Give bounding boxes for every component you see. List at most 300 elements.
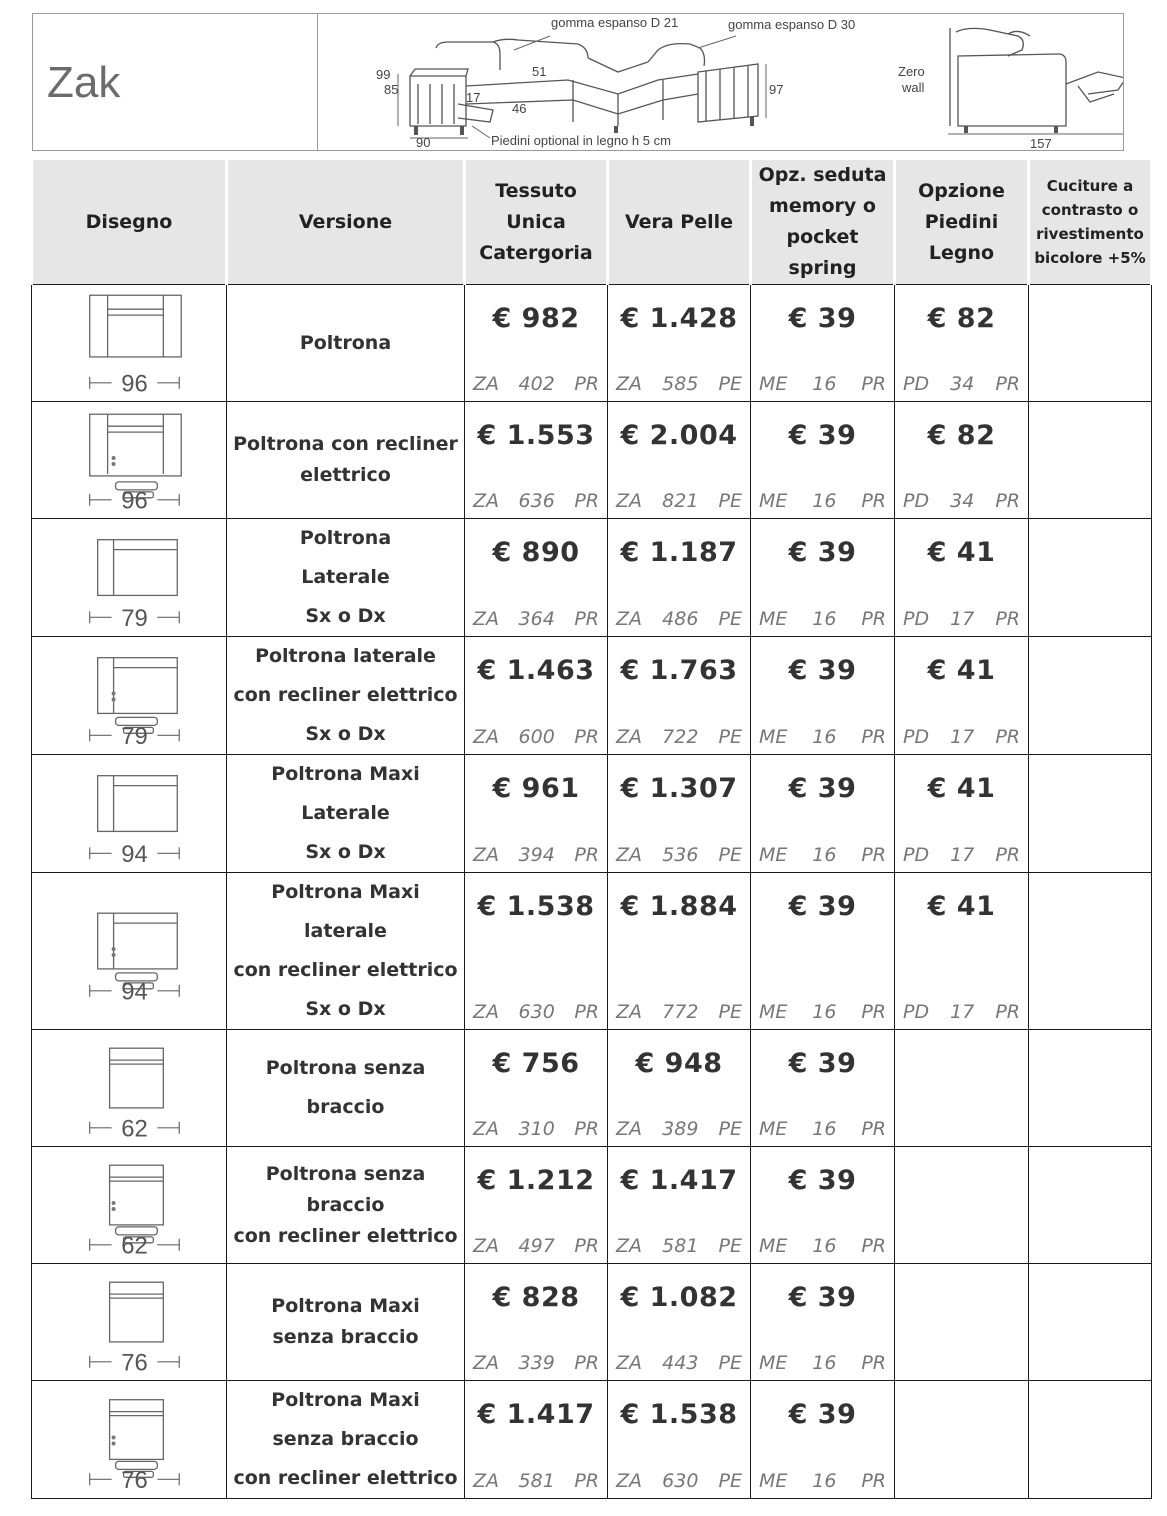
sofa-diagram <box>318 14 1123 150</box>
version-line: Sx o Dx <box>305 998 386 1020</box>
versione-cell <box>227 1030 465 1147</box>
code-part: PR <box>574 373 599 395</box>
width-dimension: 62 <box>121 1115 148 1143</box>
version-name <box>227 429 464 491</box>
code-part: ME <box>759 373 788 395</box>
cuciture-cell <box>1029 1030 1152 1147</box>
code-part: 402 <box>518 373 555 395</box>
code-part: PR <box>861 1118 886 1140</box>
versione-cell <box>227 1381 465 1499</box>
header-line: Opz. seduta <box>758 164 887 186</box>
code-part: ZA <box>616 844 643 866</box>
memory-cell <box>751 1030 895 1147</box>
article-code <box>903 490 1020 512</box>
code-part: ZA <box>473 844 500 866</box>
code-part: PR <box>574 490 599 512</box>
tessuto-cell <box>465 1381 608 1499</box>
price: € 39 <box>788 773 857 804</box>
piece-drawing-armless <box>32 1264 226 1380</box>
disegno-cell <box>32 1030 227 1147</box>
code-part: PE <box>718 1470 742 1492</box>
width-dimension: 96 <box>121 370 148 398</box>
piedini-cell <box>895 1030 1029 1147</box>
cuciture-cell <box>1029 755 1152 873</box>
tessuto-cell <box>465 755 608 873</box>
piece-outline <box>110 1165 164 1243</box>
column-disegno-header <box>32 160 227 285</box>
code-part: ZA <box>473 1470 500 1492</box>
disegno-cell <box>32 637 227 755</box>
code-part: PR <box>861 1235 886 1257</box>
code-part: ZA <box>616 373 643 395</box>
code-part: 17 <box>950 608 975 630</box>
price: € 982 <box>492 303 580 334</box>
piece-outline <box>98 913 178 989</box>
version-line: Sx o Dx <box>305 723 386 745</box>
version-line: Poltrona Maxi <box>271 763 420 785</box>
model-name: Zak <box>47 58 121 107</box>
cuciture-cell <box>1029 1381 1152 1499</box>
code-part: PR <box>574 726 599 748</box>
version-line: senza braccio <box>272 1428 419 1450</box>
article-code <box>616 1235 742 1257</box>
price: € 39 <box>788 1399 857 1430</box>
code-part: ZA <box>473 1118 500 1140</box>
code-part: PR <box>574 1352 599 1374</box>
vera-pelle-cell <box>608 402 751 519</box>
tessuto-cell <box>465 402 608 519</box>
cuciture-cell <box>1029 637 1152 755</box>
code-part: PE <box>718 490 742 512</box>
code-part: 389 <box>662 1118 699 1140</box>
article-code <box>759 1235 886 1257</box>
code-part: 16 <box>812 844 837 866</box>
code-part: ZA <box>473 1001 500 1023</box>
price: € 82 <box>927 420 996 451</box>
price: € 1.553 <box>477 420 595 451</box>
corner-sofa-drawing <box>410 39 758 126</box>
versione-cell <box>227 1264 465 1381</box>
disegno-cell <box>32 519 227 637</box>
label-97: 97 <box>769 82 784 97</box>
tessuto-cell <box>465 1264 608 1381</box>
disegno-cell <box>32 873 227 1030</box>
price: € 39 <box>788 420 857 451</box>
price: € 828 <box>492 1282 580 1313</box>
code-part: ME <box>759 1470 788 1492</box>
vera-pelle-cell <box>608 285 751 402</box>
code-part: 16 <box>812 1118 837 1140</box>
width-dimension: 94 <box>121 978 148 1006</box>
price: € 41 <box>927 891 996 922</box>
code-part: PR <box>995 844 1020 866</box>
header-line: Unica <box>506 210 566 233</box>
column-vera-pelle-header <box>608 160 751 285</box>
price: € 1.307 <box>620 773 738 804</box>
table-row <box>32 519 1152 637</box>
tessuto-cell <box>465 1030 608 1147</box>
price: € 948 <box>635 1048 723 1079</box>
cuciture-cell <box>1029 1264 1152 1381</box>
piece-outline <box>90 295 182 357</box>
table-row <box>32 402 1152 519</box>
code-part: ZA <box>473 1235 500 1257</box>
header-line: Opzione <box>918 179 1005 202</box>
code-part: ZA <box>616 1118 643 1140</box>
version-line: Poltrona laterale <box>255 645 436 667</box>
width-dimension: 76 <box>121 1349 148 1377</box>
price: € 82 <box>927 303 996 334</box>
label-zero: Zero <box>898 64 925 79</box>
article-code <box>616 373 742 395</box>
code-part: 772 <box>662 1001 699 1023</box>
price: € 41 <box>927 537 996 568</box>
price: € 39 <box>788 537 857 568</box>
memory-cell <box>751 1264 895 1381</box>
piece-outline <box>110 1048 164 1108</box>
price: € 2.004 <box>620 420 738 451</box>
label-wall: wall <box>902 80 925 95</box>
code-part: ME <box>759 490 788 512</box>
article-code <box>616 726 742 748</box>
version-line: Poltrona <box>299 527 392 549</box>
cuciture-cell <box>1029 402 1152 519</box>
code-part: 636 <box>518 490 555 512</box>
version-name <box>227 755 464 872</box>
header-line: contrasto o <box>1041 201 1139 219</box>
code-part: 630 <box>518 1001 555 1023</box>
piece-outline <box>110 1400 164 1478</box>
price: € 39 <box>788 1048 857 1079</box>
versione-cell <box>227 285 465 402</box>
code-part: ZA <box>473 373 500 395</box>
version-name <box>227 873 464 1029</box>
piece-drawing-armchair <box>32 285 226 401</box>
version-line: con recliner elettrico <box>233 1224 458 1247</box>
label-width-90: 90 <box>416 135 431 150</box>
article-code <box>759 1001 886 1023</box>
piece-drawing-armchair-recliner <box>32 402 226 518</box>
price: € 1.538 <box>477 891 595 922</box>
table-row <box>32 873 1152 1030</box>
code-part: ZA <box>616 1001 643 1023</box>
price-table <box>30 160 1153 1499</box>
code-part: 16 <box>812 1235 837 1257</box>
width-dimension: 79 <box>121 723 148 751</box>
code-part: ME <box>759 1001 788 1023</box>
code-part: 630 <box>662 1470 699 1492</box>
version-line: Sx o Dx <box>305 605 386 627</box>
price: € 890 <box>492 537 580 568</box>
version-name <box>227 519 464 636</box>
code-part: PR <box>861 373 886 395</box>
code-part: 16 <box>812 490 837 512</box>
code-part: 17 <box>950 844 975 866</box>
code-part: PE <box>718 726 742 748</box>
version-line: con recliner elettrico <box>233 959 458 981</box>
version-name <box>227 637 464 754</box>
code-part: 394 <box>518 844 555 866</box>
piece-outline <box>98 540 178 596</box>
code-part: ZA <box>473 490 500 512</box>
version-name <box>227 1291 464 1353</box>
header-line: Legno <box>928 241 995 264</box>
piece-outline <box>98 776 178 832</box>
article-code <box>616 1001 742 1023</box>
table-row <box>32 637 1152 755</box>
code-part: PR <box>574 1001 599 1023</box>
header-line: memory o <box>769 195 876 217</box>
header-line: Cuciture a <box>1046 177 1134 195</box>
label-foam-d21: gomma espanso D 21 <box>551 15 679 30</box>
version-line: con recliner elettrico <box>233 684 458 706</box>
version-name <box>227 324 464 363</box>
recliner-buttons <box>112 456 116 466</box>
version-name <box>227 1049 464 1127</box>
code-part: 16 <box>812 608 837 630</box>
code-part: PR <box>995 373 1020 395</box>
article-code <box>903 1001 1020 1023</box>
versione-cell <box>227 637 465 755</box>
code-part: PR <box>574 1118 599 1140</box>
code-part: 585 <box>662 373 699 395</box>
code-part: PR <box>861 1352 886 1374</box>
price: € 41 <box>927 773 996 804</box>
code-part: ZA <box>616 726 643 748</box>
article-code <box>759 373 886 395</box>
vera-pelle-cell <box>608 1147 751 1264</box>
width-dimension: 94 <box>121 841 148 869</box>
code-part: PD <box>903 726 930 748</box>
piece-outline <box>110 1282 164 1342</box>
code-part: 364 <box>518 608 555 630</box>
tessuto-cell <box>465 1147 608 1264</box>
vera-pelle-cell <box>608 1030 751 1147</box>
code-part: 536 <box>662 844 699 866</box>
code-part: PR <box>995 490 1020 512</box>
version-line: Poltrona Maxi <box>271 1389 420 1411</box>
code-part: ME <box>759 844 788 866</box>
code-part: 17 <box>950 1001 975 1023</box>
code-part: 486 <box>662 608 699 630</box>
memory-cell <box>751 402 895 519</box>
vera-pelle-cell <box>608 1264 751 1381</box>
vera-pelle-cell <box>608 1381 751 1499</box>
feet-note: Piedini optional in legno h 5 cm <box>491 133 671 148</box>
side-view-feet <box>964 126 1058 133</box>
code-part: 310 <box>518 1118 555 1140</box>
cuciture-cell <box>1029 519 1152 637</box>
code-part: PR <box>861 1470 886 1492</box>
code-part: 600 <box>518 726 555 748</box>
table-row <box>32 1264 1152 1381</box>
header-line: Tessuto <box>495 179 577 202</box>
code-part: PR <box>574 1470 599 1492</box>
code-part: 339 <box>518 1352 555 1374</box>
article-code <box>759 844 886 866</box>
label-height-85: 85 <box>384 82 399 97</box>
disegno-cell <box>32 1264 227 1381</box>
price: € 756 <box>492 1048 580 1079</box>
piedini-cell <box>895 873 1029 1030</box>
price: € 1.463 <box>477 655 595 686</box>
header-line: bicolore +5% <box>1034 249 1146 267</box>
code-part: 16 <box>812 1352 837 1374</box>
article-code <box>616 608 742 630</box>
code-part: 581 <box>518 1470 555 1492</box>
piece-outline <box>90 414 182 498</box>
code-part: PE <box>718 1001 742 1023</box>
cuciture-cell <box>1029 1147 1152 1264</box>
version-line: Poltrona senza braccio <box>265 1162 426 1216</box>
code-part: PR <box>861 1001 886 1023</box>
table-row <box>32 1030 1152 1147</box>
article-code <box>903 726 1020 748</box>
code-part: PR <box>995 608 1020 630</box>
memory-cell <box>751 1381 895 1499</box>
code-part: ME <box>759 608 788 630</box>
recliner-buttons <box>112 1201 116 1211</box>
code-part: PD <box>903 373 930 395</box>
header-line: Versione <box>298 210 393 233</box>
code-part: ZA <box>616 608 643 630</box>
code-part: ZA <box>473 726 500 748</box>
version-line: Laterale <box>301 566 390 588</box>
piece-drawing-armless-recliner <box>32 1381 226 1498</box>
code-part: PE <box>718 1118 742 1140</box>
price: € 1.417 <box>477 1399 595 1430</box>
label-foam-d30: gomma espanso D 30 <box>728 17 856 32</box>
article-code <box>903 608 1020 630</box>
code-part: PR <box>574 608 599 630</box>
version-line: Poltrona Maxi laterale <box>271 881 420 942</box>
code-part: PR <box>574 1235 599 1257</box>
column-tessuto-header <box>465 160 608 285</box>
memory-cell <box>751 1147 895 1264</box>
article-code <box>903 373 1020 395</box>
table-header-row <box>32 160 1152 285</box>
table-row <box>32 1381 1152 1499</box>
label-height-99: 99 <box>376 67 391 82</box>
price: € 39 <box>788 1282 857 1313</box>
column-versione-header <box>227 160 465 285</box>
article-code <box>759 726 886 748</box>
table-row <box>32 1147 1152 1264</box>
price: € 1.082 <box>620 1282 738 1313</box>
price: € 1.417 <box>620 1165 738 1196</box>
piece-drawing-armless <box>32 1030 226 1146</box>
piedini-cell <box>895 1264 1029 1381</box>
article-code <box>759 1470 886 1492</box>
code-part: ME <box>759 1352 788 1374</box>
header-line: rivestimento <box>1036 225 1144 243</box>
code-part: ZA <box>473 608 500 630</box>
vera-pelle-cell <box>608 637 751 755</box>
disegno-cell <box>32 1147 227 1264</box>
label-width-157: 157 <box>1030 136 1052 150</box>
code-part: 16 <box>812 373 837 395</box>
tessuto-cell <box>465 637 608 755</box>
code-part: 16 <box>812 726 837 748</box>
tessuto-cell <box>465 285 608 402</box>
version-line: Laterale <box>301 802 390 824</box>
code-part: 581 <box>662 1235 699 1257</box>
code-part: PE <box>718 373 742 395</box>
versione-cell <box>227 755 465 873</box>
price: € 1.538 <box>620 1399 738 1430</box>
code-part: PE <box>718 1352 742 1374</box>
version-line: senza braccio <box>272 1326 419 1348</box>
code-part: PR <box>861 608 886 630</box>
piedini-cell <box>895 402 1029 519</box>
code-part: 34 <box>950 373 975 395</box>
price: € 39 <box>788 891 857 922</box>
code-part: PD <box>903 490 930 512</box>
piedini-cell <box>895 755 1029 873</box>
piedini-cell <box>895 1381 1029 1499</box>
price: € 41 <box>927 655 996 686</box>
version-name <box>227 1381 464 1498</box>
code-part: ME <box>759 726 788 748</box>
code-part: PE <box>718 844 742 866</box>
code-part: 497 <box>518 1235 555 1257</box>
article-code <box>759 608 886 630</box>
leader-lines <box>398 36 1123 138</box>
piedini-cell <box>895 1147 1029 1264</box>
versione-cell <box>227 1147 465 1264</box>
price: € 961 <box>492 773 580 804</box>
versione-cell <box>227 873 465 1030</box>
memory-cell <box>751 637 895 755</box>
memory-cell <box>751 755 895 873</box>
header-line: Vera Pelle <box>624 210 734 233</box>
zero-wall-side-view <box>950 28 1123 126</box>
table-row <box>32 755 1152 873</box>
price: € 1.187 <box>620 537 738 568</box>
article-code <box>473 726 599 748</box>
code-part: 443 <box>662 1352 699 1374</box>
width-dimension: 79 <box>121 605 148 633</box>
memory-cell <box>751 519 895 637</box>
label-46: 46 <box>512 101 527 116</box>
version-line: elettrico <box>300 464 391 486</box>
disegno-cell <box>32 402 227 519</box>
column-piedini-header <box>895 160 1029 285</box>
vera-pelle-cell <box>608 755 751 873</box>
article-code <box>616 490 742 512</box>
code-part: 16 <box>812 1001 837 1023</box>
code-part: PD <box>903 1001 930 1023</box>
code-part: ZA <box>616 1470 643 1492</box>
version-line: Poltrona senza braccio <box>265 1057 426 1118</box>
version-line: Poltrona Maxi <box>271 1295 420 1317</box>
code-part: 34 <box>950 490 975 512</box>
version-line: Sx o Dx <box>305 841 386 863</box>
disegno-cell <box>32 285 227 402</box>
recliner-buttons <box>112 1436 116 1446</box>
code-part: 722 <box>662 726 699 748</box>
code-part: PR <box>995 726 1020 748</box>
price: € 39 <box>788 655 857 686</box>
article-code <box>616 1118 742 1140</box>
width-dimension: 96 <box>121 487 148 515</box>
versione-cell <box>227 402 465 519</box>
article-code <box>473 490 599 512</box>
piedini-cell <box>895 285 1029 402</box>
versione-cell <box>227 519 465 637</box>
disegno-cell <box>32 755 227 873</box>
cuciture-cell <box>1029 285 1152 402</box>
